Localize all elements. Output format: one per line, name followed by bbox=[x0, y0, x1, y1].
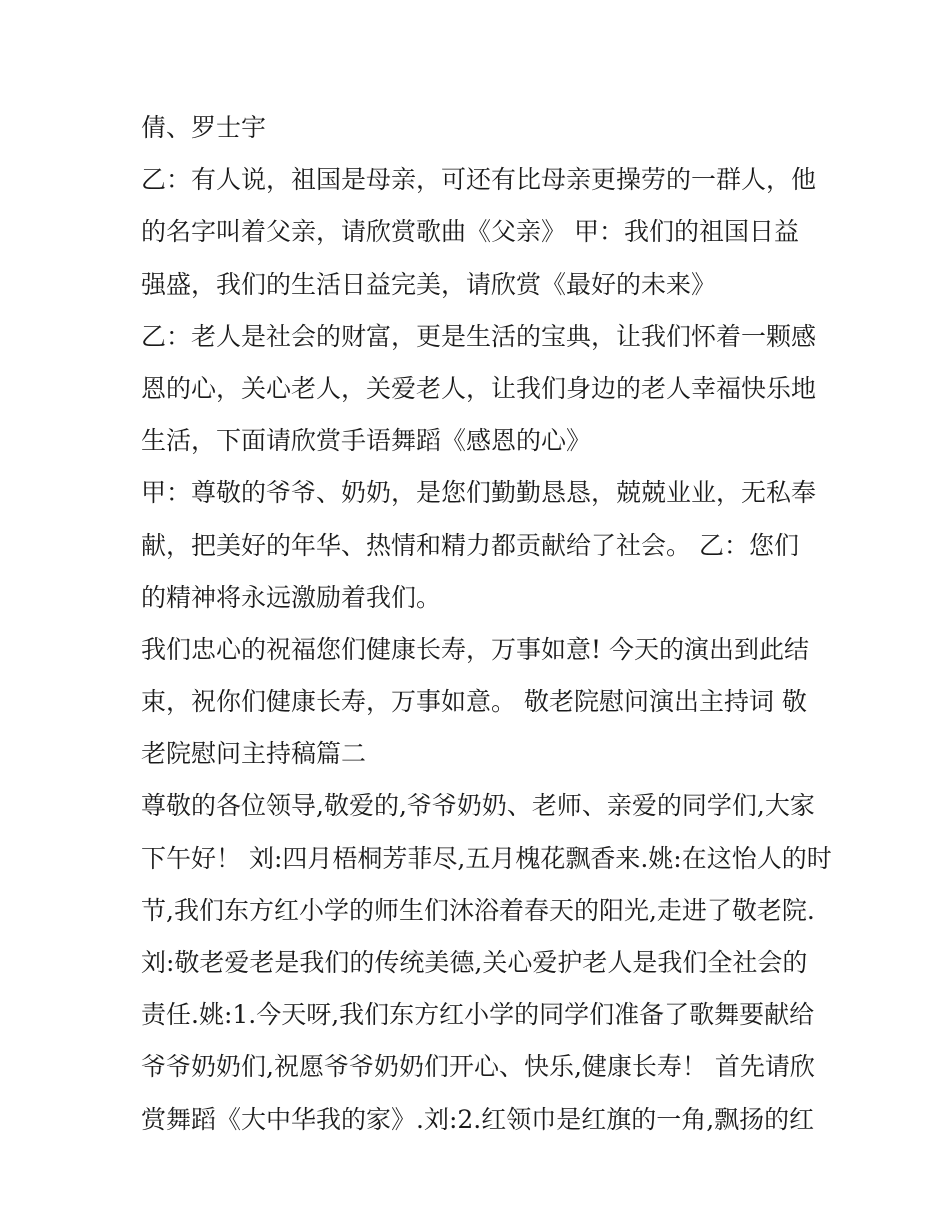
text-line: 倩、罗士宇 bbox=[141, 113, 267, 142]
text-line: 尊敬的各位领导,敬爱的,爷爷奶奶、老师、亲爱的同学们,大家 bbox=[141, 791, 815, 821]
text-line: 责任.姚:1.今天呀,我们东方红小学的同学们准备了歌舞要献给 bbox=[141, 1000, 815, 1030]
text-line: 节,我们东方红小学的师生们沐浴着春天的阳光,走进了敬老院. bbox=[141, 895, 815, 925]
text-line: 恩的心，关心老人，关爱老人，让我们身边的老人幸福快乐地 bbox=[141, 373, 817, 403]
text-line: 生活，下面请欣赏手语舞蹈《感恩的心》 bbox=[141, 426, 592, 456]
text-line: 甲：尊敬的爷爷、奶奶，是您们勤勤恳恳，兢兢业业，无私奉 bbox=[141, 478, 817, 508]
text-line: 束，祝你们健康长寿，万事如意。 敬老院慰问演出主持词 敬 bbox=[141, 687, 807, 717]
text-line: 我们忠心的祝福您们健康长寿，万事如意! 今天的演出到此结 bbox=[141, 634, 809, 664]
text-line: 的名字叫着父亲，请欣赏歌曲《父亲》 甲：我们的祖国日益 bbox=[141, 217, 799, 247]
text-line: 的精神将永远激励着我们。 bbox=[141, 582, 442, 612]
text-line: 爷爷奶奶们,祝愿爷爷奶奶们开心、快乐,健康长寿！ 首先请欣 bbox=[141, 1052, 815, 1082]
text-line: 乙：有人说，祖国是母亲，可还有比母亲更操劳的一群人，他 bbox=[141, 165, 817, 195]
text-line: 下午好！ 刘:四月梧桐芳菲尽,五月槐花飘香来.姚:在这怡人的时 bbox=[141, 843, 832, 873]
text-line: 刘:敬老爱老是我们的传统美德,关心爱护老人是我们全社会的 bbox=[141, 948, 808, 977]
text-line: 强盛，我们的生活日益完美，请欣赏《最好的未来》 bbox=[141, 269, 717, 299]
document-body bbox=[141, 106, 832, 1150]
text-line: 献，把美好的年华、热情和精力都贡献给了社会。 乙：您们 bbox=[141, 530, 799, 560]
text-line: 赏舞蹈《大中华我的家》.刘:2.红领巾是红旗的一角,飘扬的红 bbox=[141, 1104, 815, 1134]
text-line: 乙：老人是社会的财富，更是生活的宝典，让我们怀着一颗感 bbox=[141, 321, 817, 351]
text-line: 老院慰问主持稿篇二 bbox=[141, 739, 367, 769]
